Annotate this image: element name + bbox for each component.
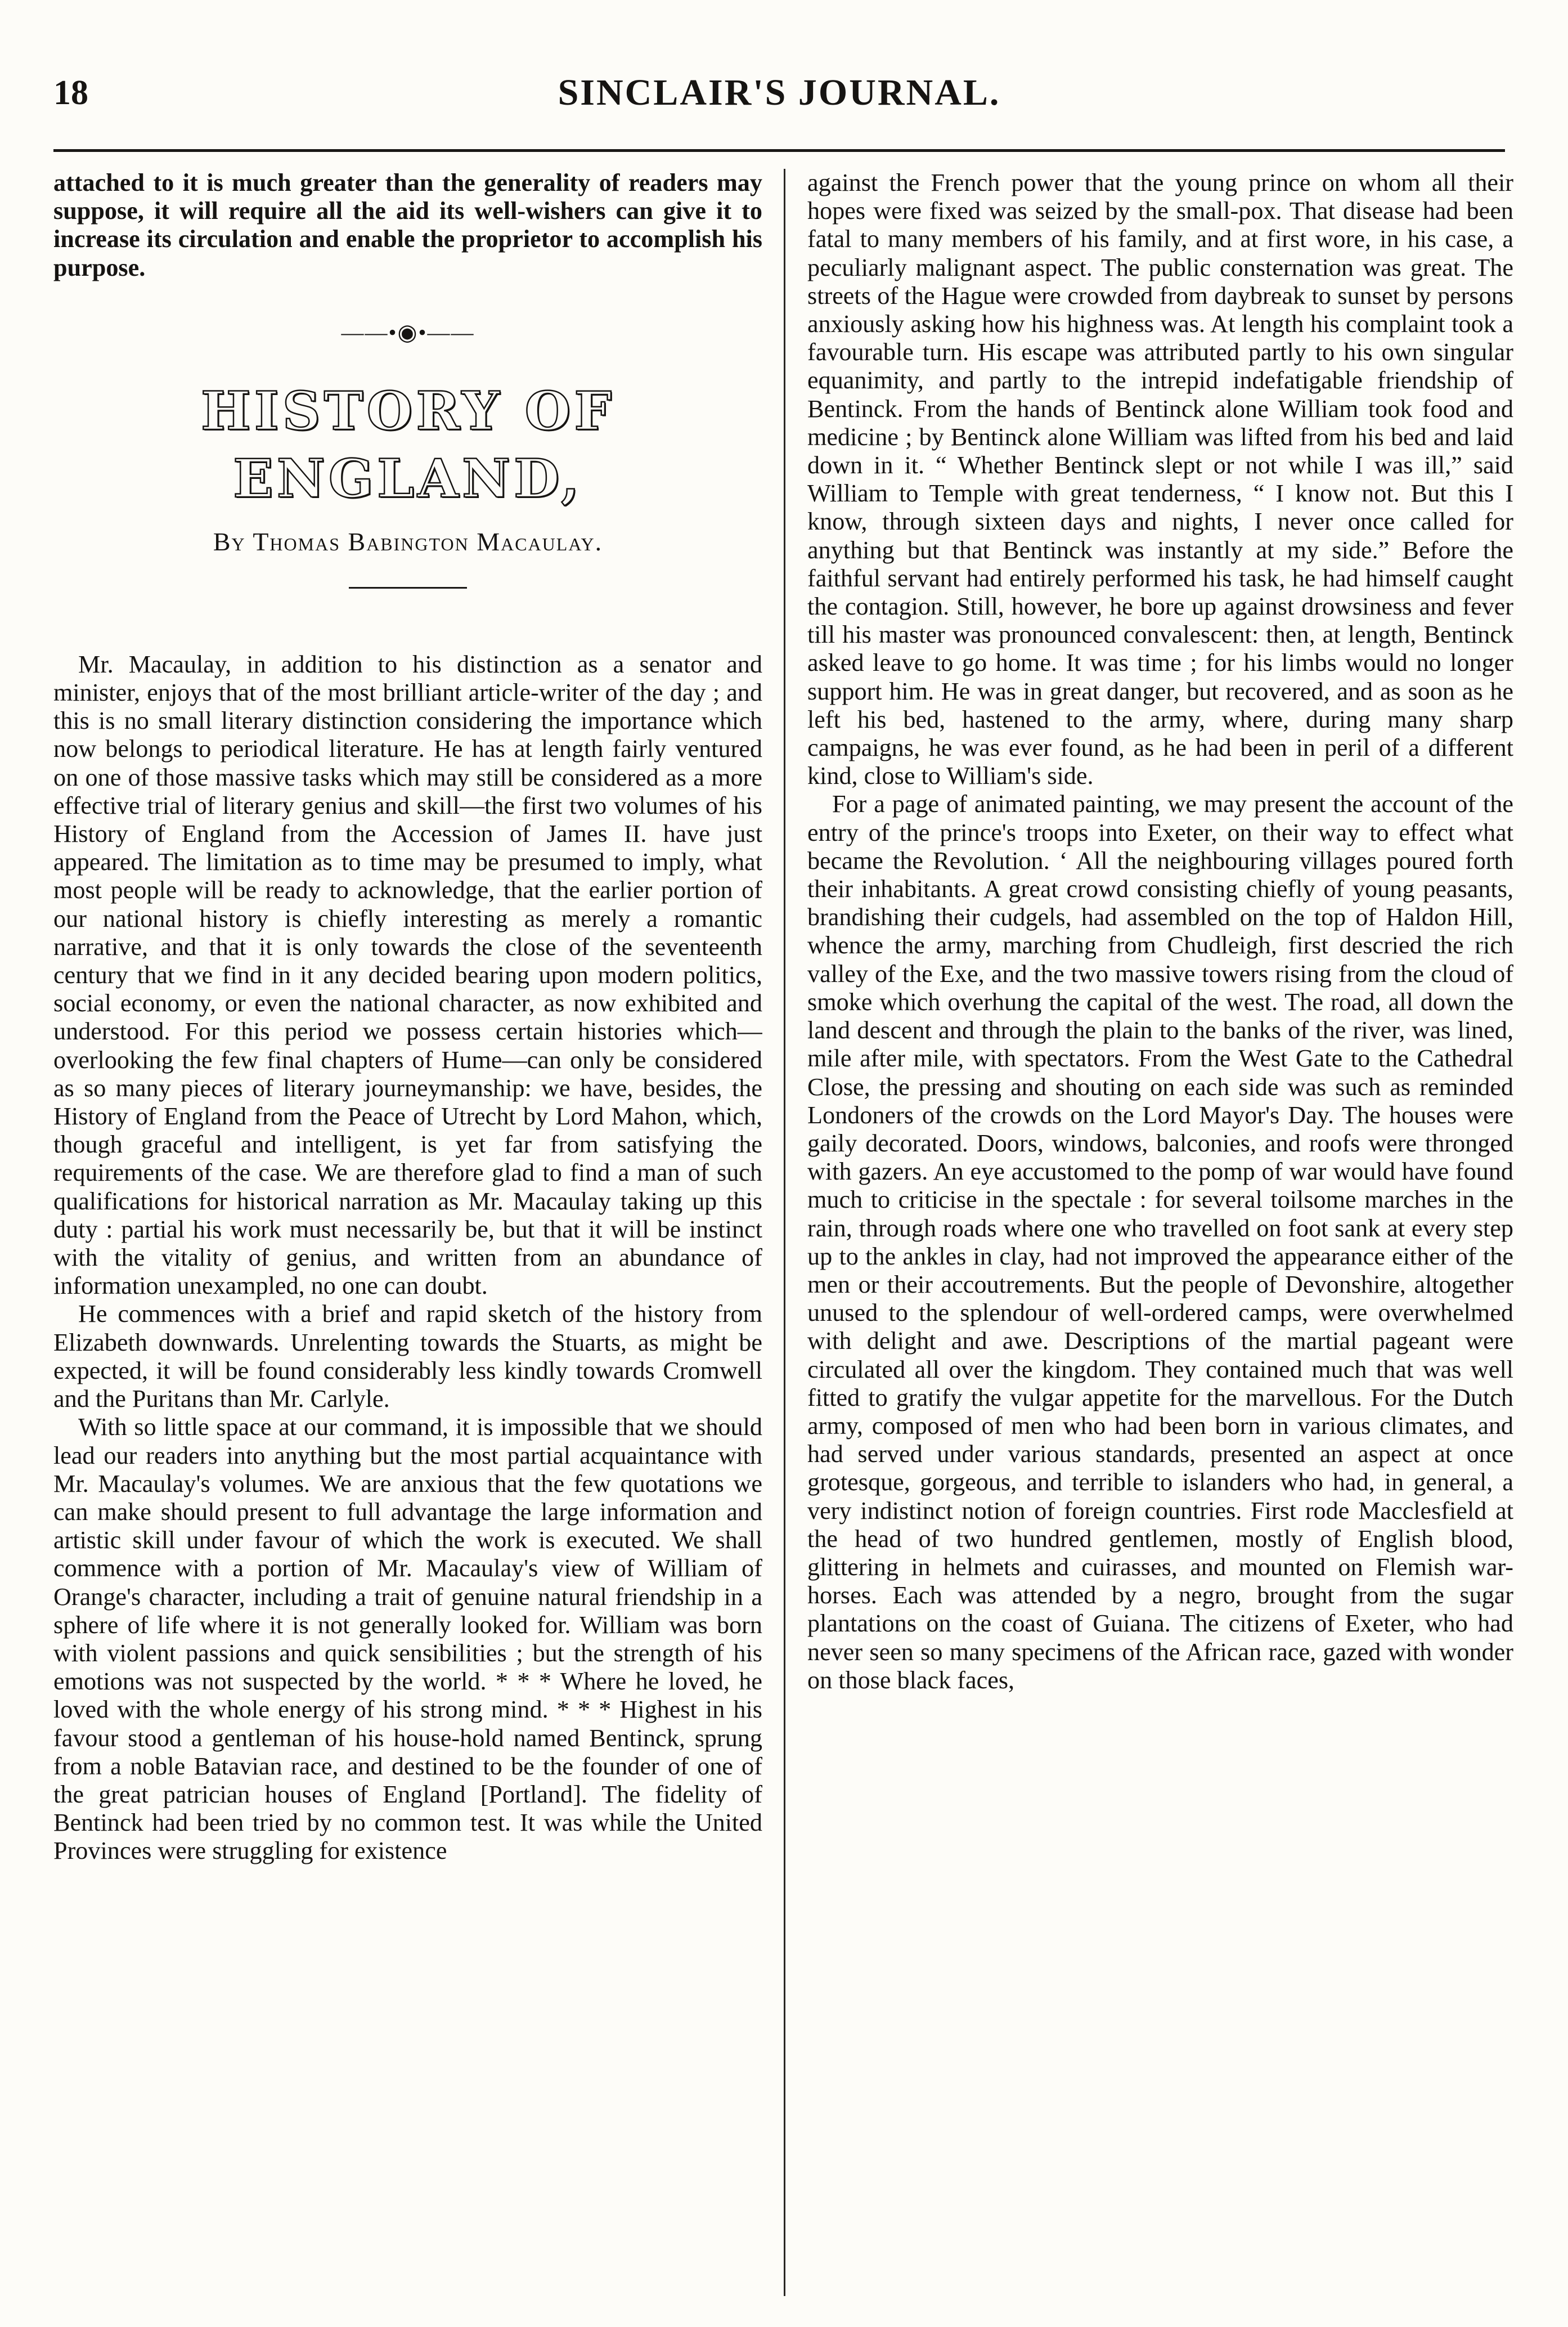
left-column (53, 169, 762, 2302)
header-rule (53, 149, 1505, 152)
page-number: 18 (53, 74, 88, 112)
closing-paragraph: attached to it is much greater than the generality of readers may suppose, it will require all the aid its well-wishers can give it to increase its circulation and enable the proprietor to accomplish his purpose. (53, 169, 762, 281)
page-header (53, 62, 1505, 124)
article-paragraph: For a page of animated painting, we may present the account of the entry of the prince's troops into Exeter, on their way to effect what became the Revolution. ‘ All the neighbouring villages poured forth their inhabitants. A great crowd consisting chiefly of young peasants, brandishing their cudgels, had assembled on the top of Haldon Hill, whence the army, marching from Chudleigh, first descried the rich valley of the Exe, and the two massive towers rising from the cloud of smoke which overhung the capital of the west. The road, all down the land descent and through the plain to the banks of the river, was lined, mile after mile, with spectators. From the West Gate to the Cathedral Close, the pressing and shouting on each side was such as reminded Londoners of the crowds on the Lord Mayor's Day. The houses were gaily decorated. Doors, windows, balconies, and roofs were thronged with gazers. An eye accustomed to the pomp of war would have found much to criticise in the spectale : for several toilsome marches in the rain, through roads where one who travelled on foot sank at every step up to the ankles in clay, had not improved the appearance either of the men or their accoutrements. But the people of Devonshire, altogether unused to the splendour of well-ordered camps, were overwhelmed with delight and awe. Descriptions of the martial pageant were circulated all over the kingdom. They contained much that was well fitted to gratify the vulgar appetite for the marvellous. For the Dutch army, composed of men who had been born in various climates, and had served under various standards, presented an aspect at once grotesque, gorgeous, and terrible to islanders who had, in general, a very indistinct notion of foreign countries. First rode Macclesfield at the head of two hundred gentlemen, mostly of English blood, glittering in helmets and cuirasses, and mounted on Flemish war-horses. Each was attended by a negro, brought from the sugar plantations on the coast of Guiana. The citizens of Exeter, who had never seen so many specimens of the African race, gazed with wonder on those black faces, (807, 790, 1513, 1694)
article-body-left (53, 651, 762, 1866)
right-column (807, 169, 1513, 2302)
article-paragraph: He commences with a brief and rapid sketch of the history from Elizabeth downwards. Unrelenting towards the Stuarts, as might be expected, it will be found considerably less kindly towards Cromwell and the Puritans than Mr. Carlyle. (53, 1300, 762, 1413)
section-ornament: ——•◉•—— (341, 319, 475, 345)
article-paragraph: With so little space at our command, it is impossible that we should lead our readers into anything but the most partial acquaintance with Mr. Macaulay's volumes. We are anxious that the few quotations we can make should present to full advantage the large information and artistic skill under favour of which the work is executed. We shall commence with a portion of Mr. Macaulay's view of William of Orange's character, including a trait of genuine natural friendship in a sphere of life where it is not generally looked for. William was born with violent passions and quick sensibilities ; but the strength of his emotions was not suspected by the world. * * * Where he loved, he loved with the whole energy of his strong mind. * * * Highest in his favour stood a gentleman of his house-hold named Bentinck, sprung from a noble Batavian race, and destined to be the founder of one of the great patrician houses of England [Portland]. The fidelity of Bentinck had been tried by no common test. It was while the United Provinces were struggling for existence (53, 1413, 762, 1865)
journal-title: SINCLAIR'S JOURNAL. (558, 72, 1001, 113)
article-paragraph: Mr. Macaulay, in addition to his distinction as a senator and minister, enjoys that of the most brilliant article-writer of the day ; and this is no small literary distinction considering the importance which now belongs to periodical literature. He has at length fairly ventured on one of those massive tasks which may still be considered as a more effective trial of literary genius and skill—the first two volumes of his History of England from the Accession of James II. have just appeared. The limitation as to time may be presumed to imply, what most people will be ready to acknowledge, that the earlier portion of our national history is chiefly interesting as merely a romantic narrative, and that it is only towards the close of the seventeenth century that we find in it any decided bearing upon modern politics, social economy, or even the national character, as now exhibited and understood. For this period we possess certain histories which—overlooking the few final chapters of Hume—can only be considered as so many pieces of literary journeymanship: we have, besides, the History of England from the Peace of Utrecht by Lord Mahon, which, though graceful and intelligent, is yet far from satisfying the requirements of the case. We are therefore glad to find a man of such qualifications for historical narration as Mr. Macaulay taking up this duty : partial his work must necessarily be, but that it will be instinct with the vitality of genius, and written from an abundance of information unexampled, no one can doubt. (53, 650, 762, 1300)
article-byline: By Thomas Babington Macaulay. (213, 527, 603, 556)
column-divider (784, 169, 785, 2296)
article-paragraph: against the French power that the young prince on whom all their hopes were fixed was seized by the small-pox. That disease had been fatal to many members of his family, and at first wore, in his case, a peculiarly malignant aspect. The public consternation was great. The streets of the Hague were crowded from daybreak to sunset by persons anxiously asking how his highness was. At length his complaint took a favourable turn. His escape was attributed partly to his own singular equanimity, and partly to the intrepid indefatigable friendship of Bentinck. From the hands of Bentinck alone William took food and medicine ; by Bentinck alone William was lifted from his bed and laid down in it. “ Whether Bentinck slept or not while I was ill,” said William to Temple with great tenderness, “ I know not. But this I know, through sixteen days and nights, I never once called for anything but that Bentinck was instantly at my side.” Before the faithful servant had entirely performed his task, he had himself caught the contagion. Still, however, he bore up against drowsiness and fever till his master was pronounced convalescent: then, at length, Bentinck asked leave to go home. It was time ; for his limbs would no longer support him. He was in great danger, but recovered, and as soon as he left his bed, hastened to the army, where, during many sharp campaigns, he was ever found, as he had been in peril of a different kind, close to William's side. (807, 169, 1513, 790)
section-title: HISTORY OF ENGLAND, (200, 380, 615, 510)
byline-rule (349, 587, 467, 589)
